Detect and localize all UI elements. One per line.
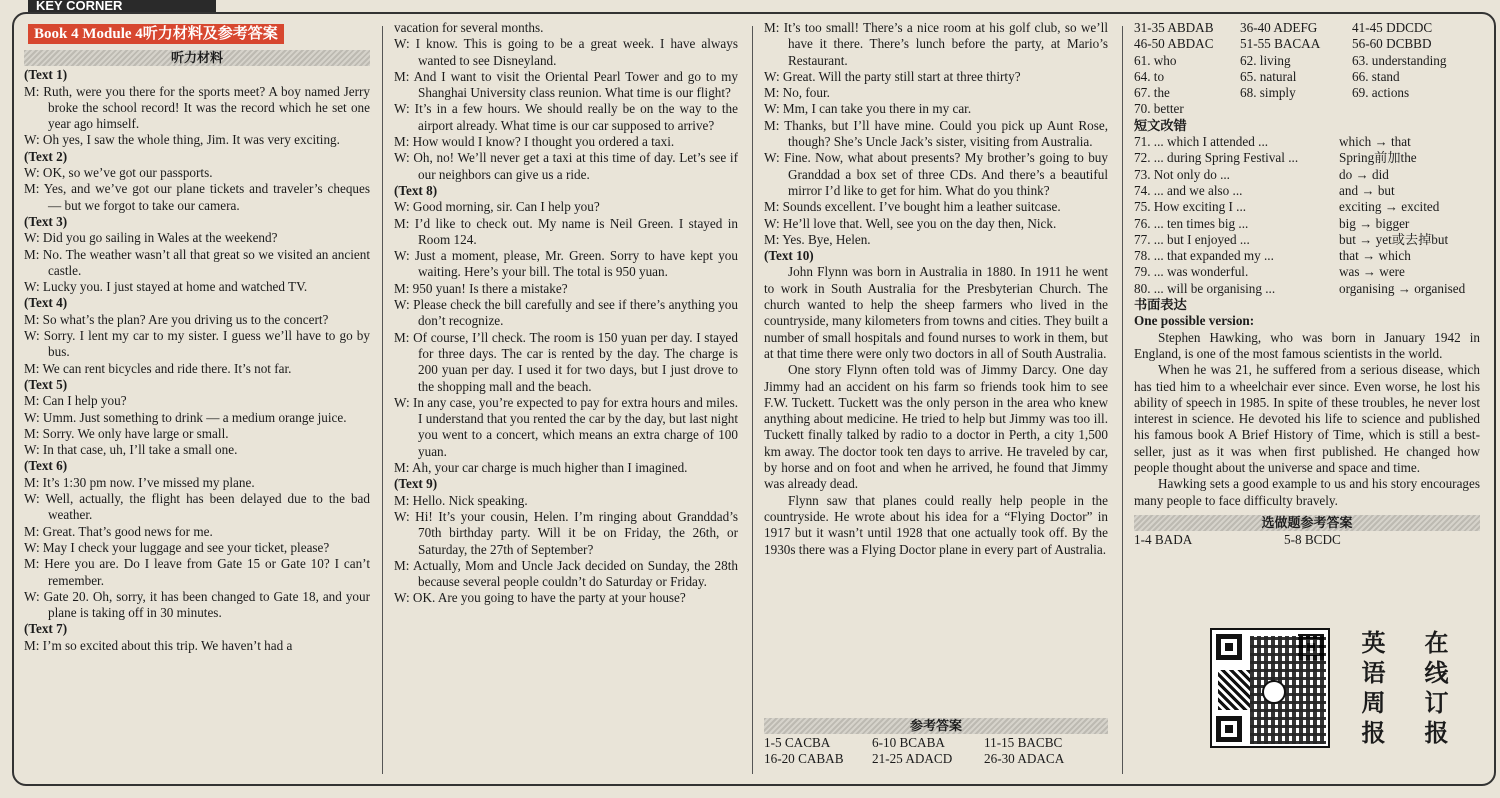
dialogue-line: W: OK. Are you going to have the party at your house? bbox=[394, 590, 686, 606]
answer-item: 26-30 ADACA bbox=[984, 751, 1065, 767]
dialogue-line: W: In that case, uh, I’ll take a small one. bbox=[24, 442, 238, 458]
text-label: (Text 9) bbox=[394, 476, 438, 492]
writing-paragraph: Hawking sets a good example to us and his story encourages many people to face difficulty bravely. bbox=[1134, 476, 1480, 508]
passage-paragraph: John Flynn was born in Australia in 1880. In 1911 he went to work in South Australia for the Presbyterian Church. The church wanted to help the sheep farmers who lived in the countryside, many kilometers from towns and cities. They built a number of small hospitals and found nurses to work in them, but at that time there were only two doctors in all of South Australia. bbox=[764, 264, 1108, 361]
answers-grid-b bbox=[1134, 20, 1480, 118]
dialogue-line: W: He’ll love that. Well, see you on the day then, Nick. bbox=[764, 215, 1057, 231]
dialogue-line: W: Hi! It’s your cousin, Helen. I’m ringing about Granddad’s 70th birthday party. Will it be on Friday, the 26th, or Saturday, the 27th of September? bbox=[394, 508, 738, 557]
correction-fix: big → bigger bbox=[1339, 215, 1410, 231]
dialogue-line: M: Ah, your car charge is much higher than I imagined. bbox=[394, 460, 688, 476]
answer-item: 56-60 DCBBD bbox=[1352, 36, 1432, 52]
answer-item: 68. simply bbox=[1240, 85, 1296, 101]
correction-list bbox=[1134, 134, 1480, 297]
dialogue-line: M: So what’s the plan? Are you driving us to the concert? bbox=[24, 311, 329, 327]
correction-fix: organising → organised bbox=[1339, 280, 1466, 296]
answer-item: 21-25 ADACD bbox=[872, 751, 953, 767]
answer-item bbox=[1240, 101, 1352, 117]
text-label: (Text 6) bbox=[24, 458, 68, 474]
listening-heading: 听力材料 bbox=[24, 50, 370, 66]
answer-item: 69. actions bbox=[1352, 85, 1410, 101]
passage-paragraph: Flynn saw that planes could really help people in the countryside. He wrote about his idea for a “Flying Doctor” in 1917 but it wasn’t until 1928 that one actually took off. By the 1930s there was a Flying Doctor plane in every part of Australia. bbox=[764, 492, 1108, 557]
text-label: (Text 2) bbox=[24, 148, 68, 164]
dialogue-line: W: Oh yes, I saw the whole thing, Jim. It was very exciting. bbox=[24, 132, 340, 148]
writing-subheading: One possible version: bbox=[1134, 313, 1255, 329]
column-1 bbox=[24, 20, 370, 780]
correction-fix: and → but bbox=[1339, 182, 1395, 198]
qr-code[interactable] bbox=[1210, 628, 1330, 748]
dialogue-line: M: Thanks, but I’ll have mine. Could you pick up Aunt Rose, though? She’s Uncle Jack’s sister, visiting from Australia. bbox=[764, 117, 1108, 150]
text-label: (Text 4) bbox=[24, 295, 68, 311]
correction-fix: but → yet或去掉but bbox=[1339, 231, 1449, 247]
dialogue-line: M: Yes. Bye, Helen. bbox=[764, 231, 871, 247]
optional-answer: 5-8 BCDC bbox=[1284, 531, 1341, 547]
answer-item: 64. to bbox=[1134, 68, 1165, 84]
answer-item: 31-35 ABDAB bbox=[1134, 20, 1214, 35]
dialogue-line: W: Umm. Just something to drink — a medium orange juice. bbox=[24, 409, 347, 425]
dialogue-line: M: I’m so excited about this trip. We haven’t had a bbox=[24, 637, 293, 653]
correction-item: 74. ... and we also ... bbox=[1134, 182, 1243, 198]
writing-heading: 书面表达 bbox=[1134, 297, 1187, 313]
dialogue-line: W: Sorry. I lent my car to my sister. I guess we’ll have to go by bus. bbox=[24, 328, 370, 360]
dialogue-line: M: Sounds excellent. I’ve bought him a leather suitcase. bbox=[764, 199, 1061, 215]
dialogue-line: W: Mm, I can take you there in my car. bbox=[764, 101, 972, 117]
column-3 bbox=[764, 20, 1108, 780]
dialogue-line: M: No. The weather wasn’t all that great so we visited an ancient castle. bbox=[24, 246, 370, 278]
optional-answer: 1-4 BADA bbox=[1134, 531, 1193, 547]
listening-transcript-part-2 bbox=[394, 20, 738, 607]
key-corner-banner: KEY CORNER bbox=[28, 0, 216, 12]
correction-item: 80. ... will be organising ... bbox=[1134, 280, 1276, 296]
dialogue-line: vacation for several months. bbox=[394, 20, 544, 35]
qr-caption-char: 语 bbox=[1361, 659, 1386, 687]
correction-item: 72. ... during Spring Festival ... bbox=[1134, 150, 1299, 166]
writing-paragraph: Stephen Hawking, who was born in January 1942 in England, is one of the most famous scientists in the world. bbox=[1134, 329, 1480, 361]
correction-item: 79. ... was wonderful. bbox=[1134, 264, 1249, 280]
correction-item: 77. ... but I enjoyed ... bbox=[1134, 231, 1250, 247]
answer-item: 70. better bbox=[1134, 101, 1184, 117]
subscription-block bbox=[1210, 628, 1470, 752]
correction-fix: do → did bbox=[1339, 166, 1389, 182]
text-label: (Text 7) bbox=[24, 621, 68, 637]
dialogue-line: W: I know. This is going to be a great week. I have always wanted to see Disneyland. bbox=[394, 36, 738, 68]
qr-caption-char: 订 bbox=[1424, 689, 1449, 717]
dialogue-line: M: 950 yuan! Is there a mistake? bbox=[394, 280, 568, 296]
qr-caption bbox=[1342, 628, 1468, 748]
answer-item: 67. the bbox=[1134, 85, 1170, 101]
dialogue-line: M: No, four. bbox=[764, 85, 830, 101]
listening-transcript-part-3 bbox=[764, 20, 1108, 718]
dialogue-line: M: Can I help you? bbox=[24, 393, 127, 409]
dialogue-line: M: It’s too small! There’s a nice room at his golf club, so we’ll have it there. There’s lunch before the party, at Mario’s Restaurant. bbox=[764, 20, 1108, 68]
answer-item: 1-5 CACBA bbox=[764, 735, 831, 750]
dialogue-line: W: May I check your luggage and see your ticket, please? bbox=[24, 539, 330, 555]
newspaper-logo-icon bbox=[1262, 680, 1286, 704]
passage-paragraph: One story Flynn often told was of Jimmy Darcy. One day Jimmy had an accident on his farm so friends took him to see F.W. Tuckett. Tuckett was the only person in the area who knew anything about medicine. He tried to help but Jimmy was too ill. Tuckett finally talked by radio to a doctor in Perth, a city 1,500 km away. The doctor took ten days to arrive. He traveled by car, by horse and on foot and when he arrived, he found that Jimmy was already dead. bbox=[764, 362, 1108, 492]
column-2 bbox=[394, 20, 738, 780]
dialogue-line: M: Great. That’s good news for me. bbox=[24, 523, 213, 539]
dialogue-line: M: Sorry. We only have large or small. bbox=[24, 425, 229, 441]
text-label: (Text 10) bbox=[764, 248, 814, 264]
dialogue-line: M: Actually, Mom and Uncle Jack decided on Sunday, the 28th because several people couldn’t do Saturday or Friday. bbox=[394, 557, 738, 590]
answer-item: 16-20 CABAB bbox=[764, 751, 844, 767]
correction-fix: Spring前加the bbox=[1339, 150, 1417, 166]
answer-item: 66. stand bbox=[1352, 68, 1400, 84]
text-label: (Text 8) bbox=[394, 182, 438, 198]
text-label: (Text 1) bbox=[24, 67, 68, 83]
dialogue-line: W: It’s in a few hours. We should really be on the way to the airport already. What time is our car supposed to arrive? bbox=[394, 101, 738, 133]
correction-item: 78. ... that expanded my ... bbox=[1134, 248, 1274, 264]
dialogue-line: W: Please check the bill carefully and see if there’s anything you don’t recognize. bbox=[394, 297, 738, 329]
answer-item: 63. understanding bbox=[1352, 52, 1447, 68]
writing-sample bbox=[1134, 330, 1480, 509]
writing-paragraph: When he was 21, he suffered from a serious disease, which has tied him to a wheelchair ever since. Even worse, he lost his ability of speech in 1985. In spite of these troubles, he never lost interest in science. He devoted his life to science and published his famous book A Brief History of Time, which is still a best-seller, just as it was when first published. He changed how people thought about the universe and space and time. bbox=[1134, 362, 1480, 476]
correction-fix: that → which bbox=[1339, 248, 1411, 264]
qr-caption-char: 在 bbox=[1424, 629, 1449, 657]
column-divider bbox=[382, 26, 383, 774]
dialogue-line: M: Ruth, were you there for the sports meet? A boy named Jerry broke the school record! It was the record which he set one year ago himself. bbox=[24, 83, 370, 132]
dialogue-line: M: Here you are. Do I leave from Gate 15 or Gate 10? I can’t remember. bbox=[24, 556, 370, 588]
correction-item: 73. Not only do ... bbox=[1134, 166, 1230, 182]
text-label: (Text 3) bbox=[24, 213, 68, 229]
dialogue-line: W: Oh, no! We’ll never get a taxi at this time of day. Let’s see if our neighbors can give us a ride. bbox=[394, 150, 738, 182]
answer-item: 46-50 ABDAC bbox=[1134, 36, 1214, 52]
dialogue-line: M: How would I know? I thought you ordered a taxi. bbox=[394, 134, 675, 150]
answers-heading: 参考答案 bbox=[764, 718, 1108, 734]
column-divider bbox=[752, 26, 753, 774]
answer-item: 65. natural bbox=[1240, 68, 1297, 84]
dialogue-line: M: Yes, and we’ve got our plane tickets and traveler’s cheques — but we forgot to take our camera. bbox=[24, 181, 370, 213]
dialogue-line: M: And I want to visit the Oriental Pearl Tower and go to my Shanghai University class reunion. What time is our flight? bbox=[394, 68, 738, 101]
answer-item: 51-55 BACAA bbox=[1240, 36, 1321, 52]
qr-caption-char: 英 bbox=[1361, 629, 1386, 657]
optional-answers-heading: 选做题参考答案 bbox=[1134, 515, 1480, 531]
qr-caption-char: 线 bbox=[1424, 659, 1449, 687]
qr-caption-char: 报 bbox=[1424, 719, 1449, 747]
answer-item: 62. living bbox=[1240, 52, 1291, 68]
text-label: (Text 5) bbox=[24, 376, 68, 392]
dialogue-line: W: Great. Will the party still start at three thirty? bbox=[764, 68, 1021, 84]
answer-item: 61. who bbox=[1134, 52, 1177, 68]
dialogue-line: W: Good morning, sir. Can I help you? bbox=[394, 199, 600, 215]
dialogue-line: M: Hello. Nick speaking. bbox=[394, 492, 528, 508]
dialogue-line: W: Well, actually, the flight has been delayed due to the bad weather. bbox=[24, 491, 370, 523]
correction-item: 71. ... which I attended ... bbox=[1134, 134, 1269, 150]
answer-item: 6-10 BCABA bbox=[872, 735, 945, 750]
correction-item: 75. How exciting I ... bbox=[1134, 199, 1247, 215]
correction-item: 76. ... ten times big ... bbox=[1134, 215, 1249, 231]
column-divider bbox=[1122, 26, 1123, 774]
qr-caption-char: 报 bbox=[1361, 719, 1386, 747]
dialogue-line: W: Did you go sailing in Wales at the weekend? bbox=[24, 230, 278, 246]
correction-fix: was → were bbox=[1339, 264, 1405, 280]
dialogue-line: M: Of course, I’ll check. The room is 150 yuan per day. I stayed for three days. The car is rented by the day. The charge is 200 yuan per day. I used it for two days, but I just drove to the shopping mall and the beach. bbox=[394, 329, 738, 394]
module-title: Book 4 Module 4听力材料及参考答案 bbox=[28, 24, 284, 44]
dialogue-line: W: Lucky you. I just stayed at home and watched TV. bbox=[24, 279, 308, 295]
answer-item bbox=[1352, 101, 1480, 117]
qr-caption-char: 周 bbox=[1361, 689, 1386, 717]
dialogue-line: W: Just a moment, please, Mr. Green. Sorry to have kept you waiting. Here’s your bill. The total is 950 yuan. bbox=[394, 248, 738, 280]
correction-heading: 短文改错 bbox=[1134, 117, 1187, 133]
dialogue-line: W: Gate 20. Oh, sorry, it has been changed to Gate 18, and your plane is taking off in 30 minutes. bbox=[24, 588, 370, 621]
correction-fix: exciting → excited bbox=[1339, 199, 1440, 215]
answer-item: 11-15 BACBC bbox=[984, 735, 1063, 750]
dialogue-line: W: In any case, you’re expected to pay for extra hours and miles. I understand that you rented the car by the day, but last night you went to a concert, which means an extra charge of 100 yuan. bbox=[394, 394, 738, 459]
listening-transcript-part-1 bbox=[24, 67, 370, 654]
correction-fix: which → that bbox=[1339, 134, 1411, 150]
optional-answers bbox=[1134, 532, 1480, 548]
dialogue-line: W: Fine. Now, what about presents? My brother’s going to buy Granddad a box set of three CDs. And there’s a beautiful mirror I’d like to get for him. What do you think? bbox=[764, 150, 1108, 198]
dialogue-line: M: I’d like to check out. My name is Neil Green. I stayed in Room 124. bbox=[394, 215, 738, 247]
answer-item: 41-45 DDCDC bbox=[1352, 20, 1433, 35]
answers-grid-a bbox=[764, 735, 1108, 768]
dialogue-line: M: It’s 1:30 pm now. I’ve missed my plane. bbox=[24, 474, 255, 490]
dialogue-line: M: We can rent bicycles and ride there. It’s not far. bbox=[24, 360, 292, 376]
dialogue-line: W: OK, so we’ve got our passports. bbox=[24, 165, 213, 181]
answer-item: 36-40 ADEFG bbox=[1240, 20, 1318, 35]
